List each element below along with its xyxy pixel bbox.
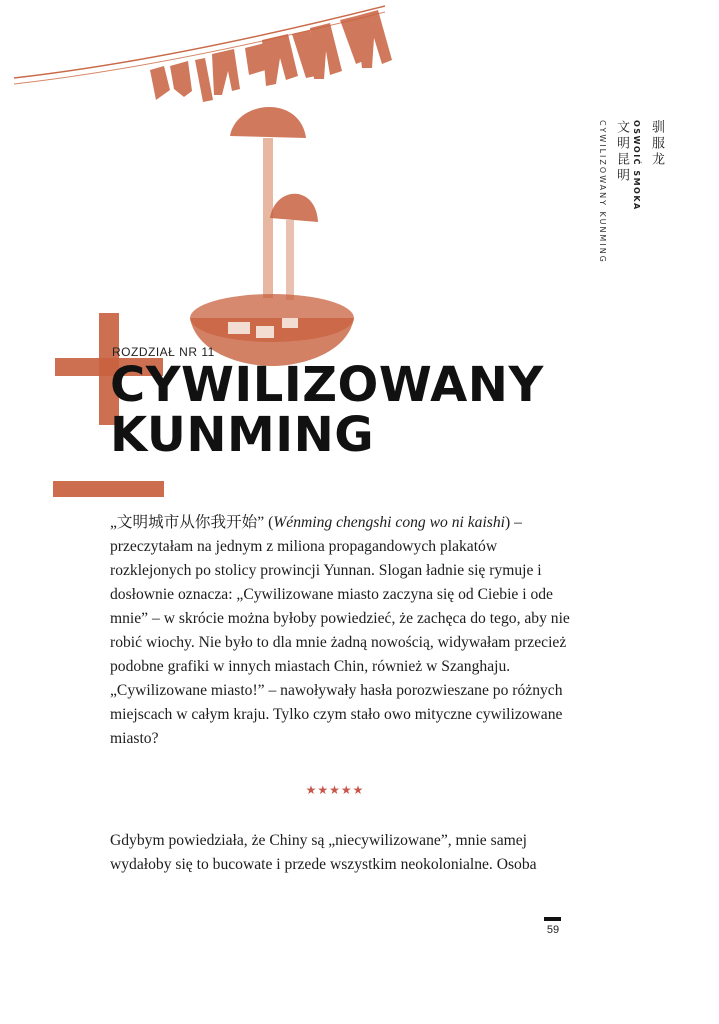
chapter-number-label: ROZDZIAŁ NR 11 bbox=[112, 345, 215, 359]
chapter-title-line-1: CYWILIZOWANY bbox=[110, 357, 544, 413]
body-paragraph-2: Gdybym powiedziała, że Chiny są „niecywilizowane”, mnie samej wydałoby się to bucowate i przede wszystkim neokolonialne. Osoba bbox=[110, 832, 537, 873]
section-separator-stars: ★★★★★ bbox=[305, 783, 365, 797]
page-number: 59 bbox=[546, 924, 560, 936]
chapter-title bbox=[110, 357, 544, 463]
page-number-bar bbox=[544, 917, 561, 921]
mushroom-icon bbox=[230, 107, 318, 300]
paragraph-text: ) – przeczytałam na jednym z miliona propagandowych plakatów rozklejonych po stolicy prowincji Yunnan. Slogan ładnie się rymuje i dosłownie oznacza: „Cywilizowane miasto zaczyna się od Ciebie i ode mnie” – w skrócie można byłoby powiedzieć, że zachęca do tego, aby nie robić wiochy. Nie było to dla mnie żadną nowością, widywałam przecież podobne grafiki w innych miastach Chin, również w Szanghaju. „Cywilizowane miasto!” – nawoływały hasła porozwieszane po różnych miejscach w całym kraju. Tylko czym stało owo mityczne cywilizowane miasto? bbox=[110, 514, 570, 747]
side-header-series-title: OSWOIĆ SMOKA bbox=[632, 120, 641, 211]
accent-underline-bar bbox=[53, 481, 164, 497]
side-header-chinese-series: 驯服龙 bbox=[649, 120, 664, 168]
chapter-title-line-2: KUNMING bbox=[110, 407, 375, 463]
paragraph-italic-transliteration: Wénming chengshi cong wo ni kaishi bbox=[273, 514, 505, 531]
body-paragraph-1 bbox=[110, 511, 570, 751]
side-header-chinese-chapter: 文明昆明 bbox=[614, 120, 629, 184]
paragraph-quote: „文明城市从你我开始” ( bbox=[110, 514, 274, 531]
side-header-chapter-title: CYWILIZOWANY KUNMING bbox=[598, 120, 607, 264]
laundry-icon bbox=[150, 10, 392, 102]
